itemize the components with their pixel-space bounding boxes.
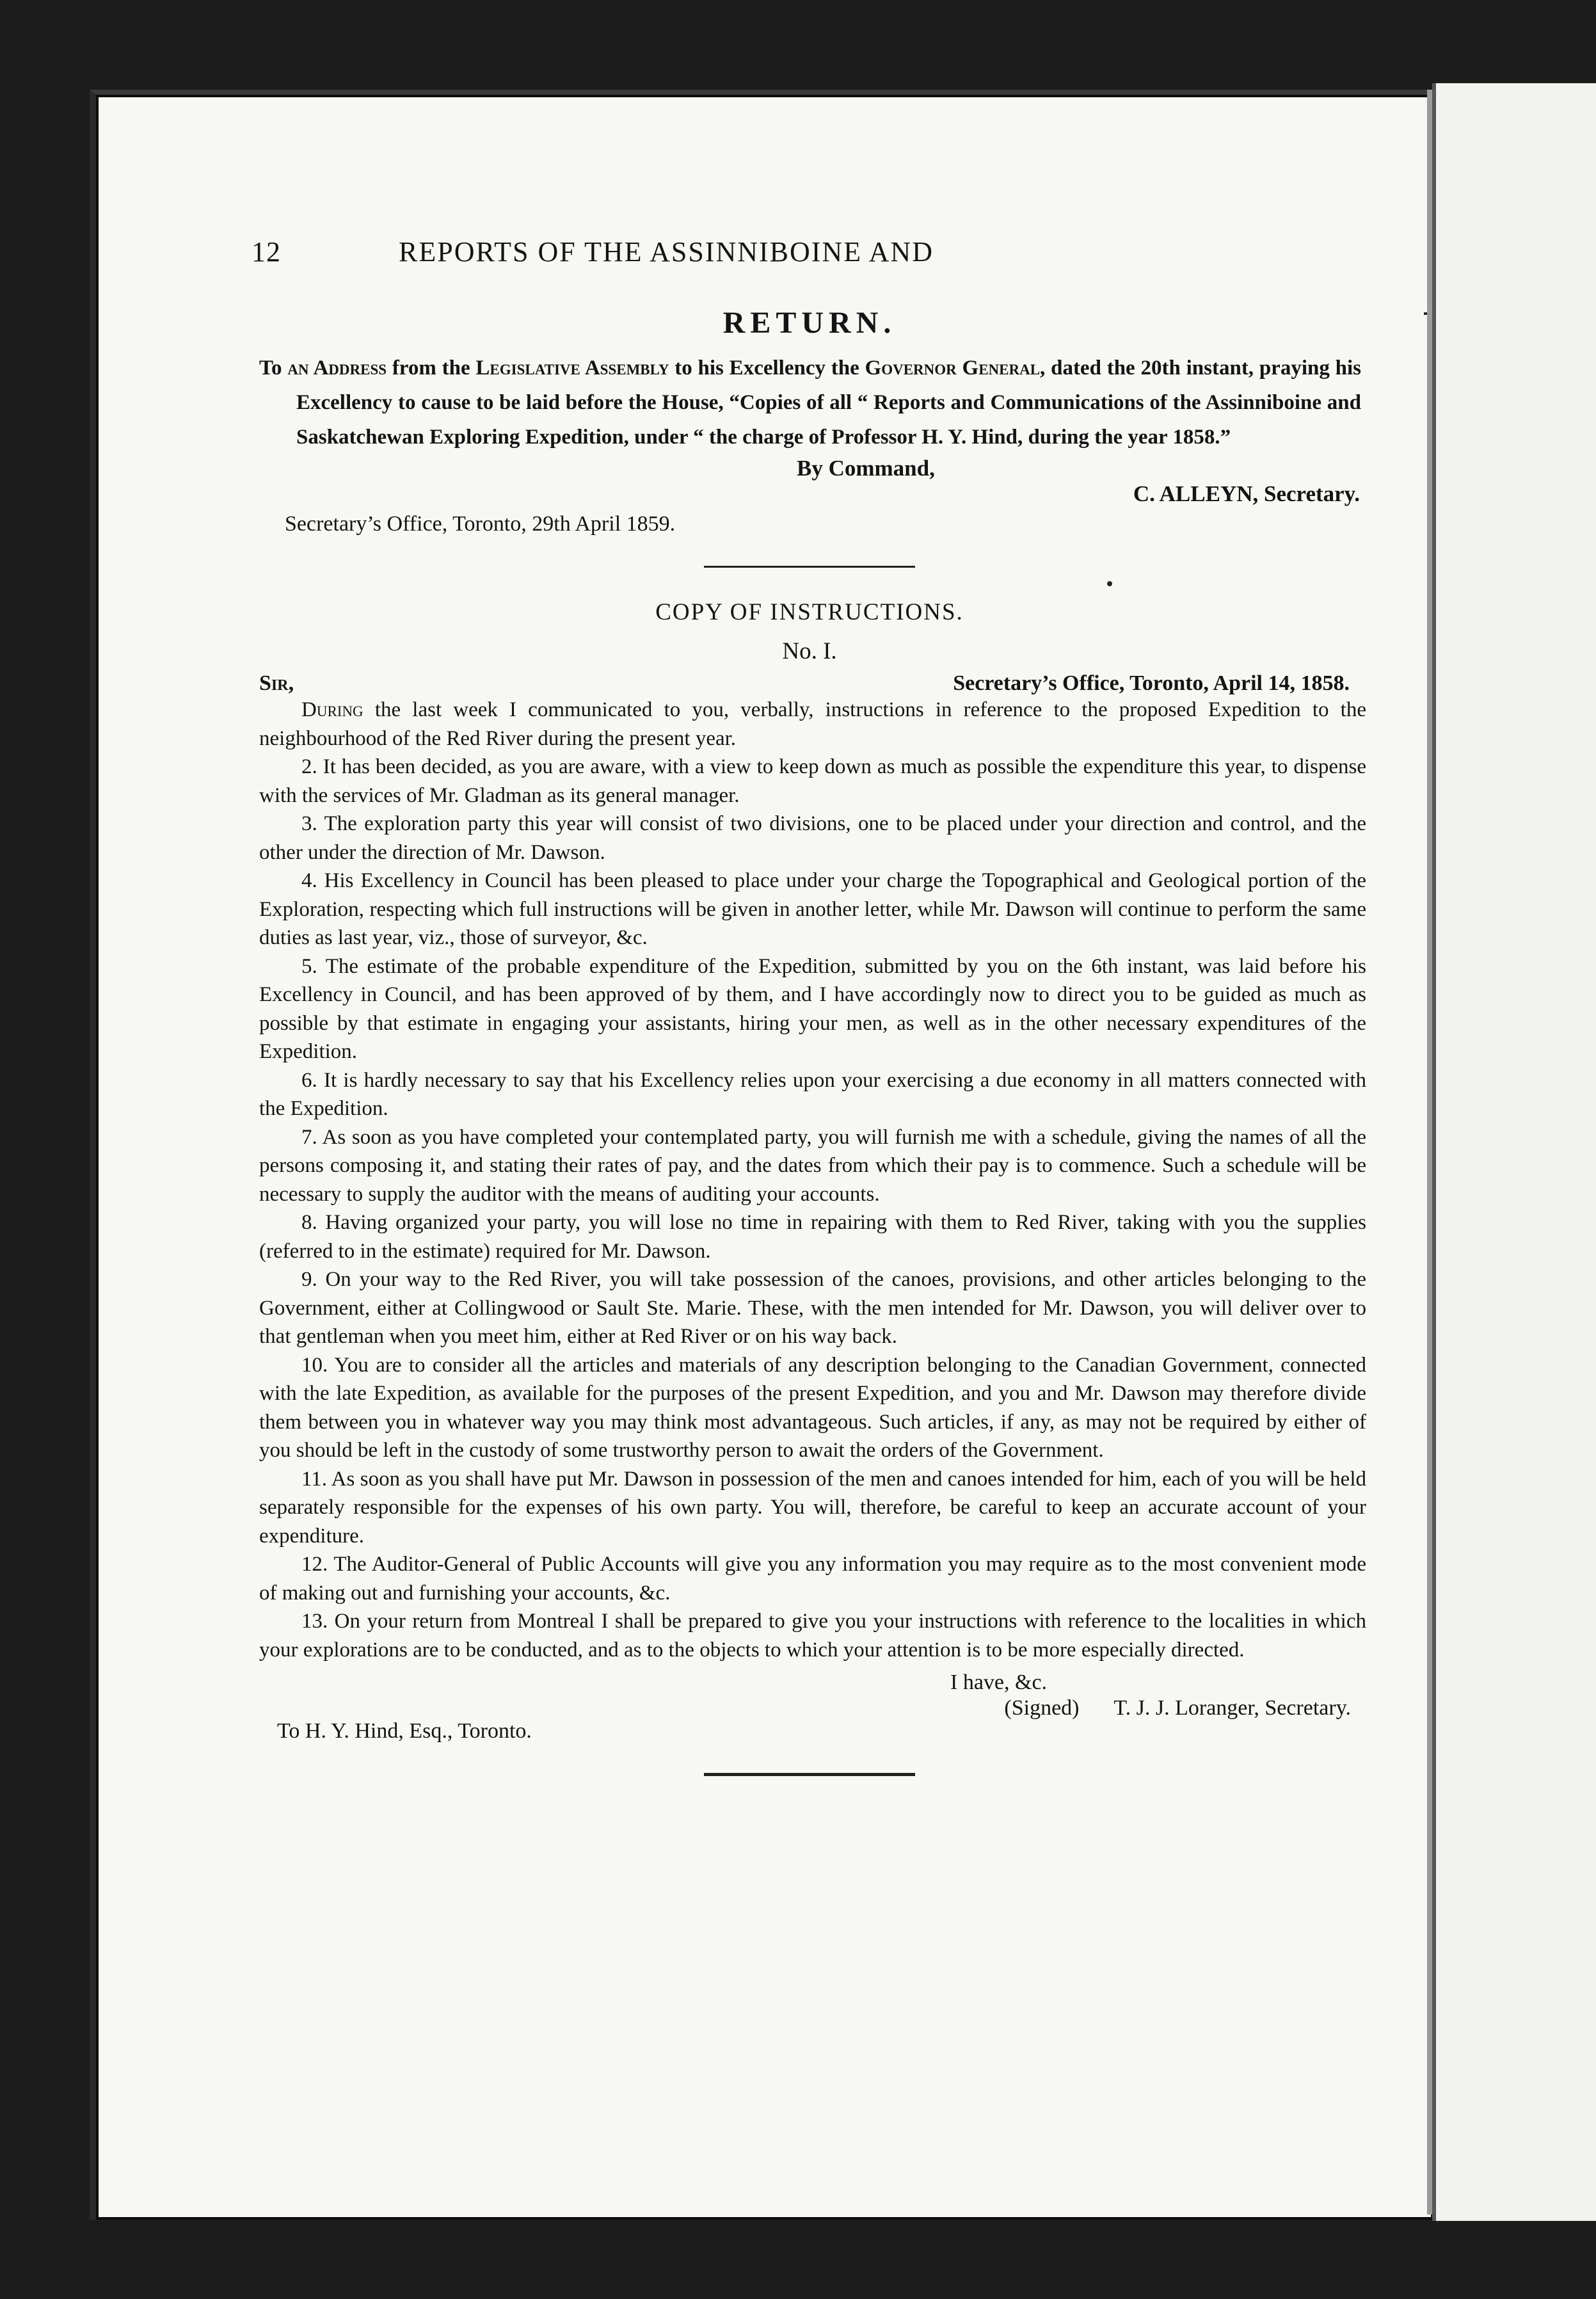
letter-number: No. I. <box>782 638 837 664</box>
closing-i-have: I have, &c. <box>950 1670 1048 1694</box>
paragraph: 9. On your way to the Red River, you will take possession of the canoes, provisions, and other articles belonging to the Government, either at Collingwood or Sault Ste. Marie. These, with the men intended for Mr. Dawson, you will deliver over to that gentleman when you meet him, either at Red River or on his way back. <box>259 1268 1366 1348</box>
office-dateline: Secretary’s Office, Toronto, 29th April 1859. <box>285 512 676 536</box>
page-number: 12 <box>251 236 281 268</box>
paragraph: 6. It is hardly necessary to say that his Excellency relies upon your exercising a due economy in all matters connected with the Expedition. <box>259 1068 1366 1120</box>
paragraph: 13. On your return from Montreal I shall be prepared to give you your instructions with reference to the localities in which your explorations are to be conducted, and as to the objects to which your attention is to be more especially directed. <box>259 1610 1366 1662</box>
signature-line <box>1004 1696 1351 1743</box>
paragraph-lead: During <box>301 698 363 721</box>
page-edge <box>1427 90 1432 2215</box>
recipient-line: To H. Y. Hind, Esq., Toronto. <box>277 1719 532 1743</box>
letter-body <box>259 696 1366 1664</box>
paragraph: 11. As soon as you shall have put Mr. Dawson in possession of the men and canoes intended for him, each of you will be held separately responsible for the expenses of his own party. You will, therefore, be careful to keep an accurate account of your expenditure. <box>259 1467 1366 1548</box>
paragraph: 5. The estimate of the probable expenditure of the Expedition, submitted by you on the 6th instant, was laid before his Excellency in Council, and has been approved of by them, and I have accordingly now to direct you to be guided as much as possible by that estimate in engaging your assistants, hiring your men, as well as in the other necessary expenditures of the Expedition. <box>259 954 1366 1063</box>
paragraph: 8. Having organized your party, you will lose no time in repairing with them to Red River, taking with you the supplies (referred to in the estimate) required for Mr. Dawson. <box>259 1211 1366 1263</box>
page-content <box>246 236 1373 1776</box>
address-paragraph <box>259 351 1361 454</box>
address-to: To <box>259 356 282 380</box>
loranger-signature: T. J. J. Loranger, Secretary. <box>1113 1696 1351 1720</box>
margin-dot <box>1107 581 1112 586</box>
copy-title: COPY OF INSTRUCTIONS. <box>655 599 964 625</box>
salutation-row <box>259 671 1350 696</box>
paragraph: 2. It has been decided, as you are aware, with a view to keep down as much as possible the expenditure this year, to dispense with the services of Mr. Gladman as its general manager. <box>259 755 1366 807</box>
closing-divider <box>704 1773 915 1776</box>
address-legislative-assembly: Legislative Assembly <box>475 356 669 380</box>
address-governor-general: Governor General, <box>865 356 1046 380</box>
address-to-his-excellency: to his Excellency the <box>674 356 859 380</box>
letter-dateline: Secretary’s Office, Toronto, April 14, 1858. <box>953 671 1350 695</box>
paragraph-text: the last week I communicated to you, verbally, instructions in reference to the proposed Expedition to the neighbourhood of the Red River during the present year. <box>259 698 1366 750</box>
paragraph <box>259 696 1366 753</box>
book-page <box>90 90 1433 2220</box>
paragraph: 3. The exploration party this year will consist of two divisions, one to be placed under your direction and control, and the other under the direction of Mr. Dawson. <box>259 812 1366 864</box>
return-title: RETURN. <box>722 306 897 340</box>
by-command: By Command, <box>797 456 935 481</box>
signed-label: (Signed) <box>1004 1696 1080 1720</box>
paragraph: 4. His Excellency in Council has been pleased to place under your charge the Topographical and Geological portion of the Exploration, respecting which full instructions will be given in another letter, while Mr. Dawson will continue to perform the same duties as last year, viz., those of surveyor, &c. <box>259 869 1366 949</box>
closing-block <box>246 1696 1373 1743</box>
alleyn-signature: C. ALLEYN, Secretary. <box>1133 481 1360 506</box>
paragraph: 12. The Auditor-General of Public Accounts will give you any information you may require as to the most convenient mode of making out and furnishing your accounts, &c. <box>259 1553 1366 1605</box>
address-body: dated the 20th instant, praying his Excellency to cause to be laid before the House, “Copies of all “ Reports and Communications of the Assinniboine and Saskatchewan Exploring Expedition, under “ the charge of Professor H. Y. Hind, during the year 1858.” <box>296 356 1362 449</box>
running-header <box>251 236 1373 268</box>
running-head-title: REPORTS OF THE ASSINNIBOINE AND <box>399 236 934 268</box>
address-an-address: an Address <box>287 356 387 380</box>
adjacent-page <box>1432 83 1596 2221</box>
paragraph: 10. You are to consider all the articles and materials of any description belonging to the Canadian Government, connected with the late Expedition, as available for the purposes of the present Expedition, and you and Mr. Dawson may therefore divide them between you in whatever way you may think most advantageous. Such articles, if any, as may not be required by either of you should be left in the custody of some trustworthy person to await the orders of the Government. <box>259 1353 1366 1462</box>
address-from: from the <box>392 356 470 380</box>
salutation: Sir, <box>259 671 294 695</box>
paragraph: 7. As soon as you have completed your contemplated party, you will furnish me with a schedule, giving the names of all the persons composing it, and stating their rates of pay, and the dates from which their pay is to commence. Such a schedule will be necessary to supply the auditor with the means of auditing your accounts. <box>259 1125 1366 1206</box>
section-divider <box>704 566 915 568</box>
